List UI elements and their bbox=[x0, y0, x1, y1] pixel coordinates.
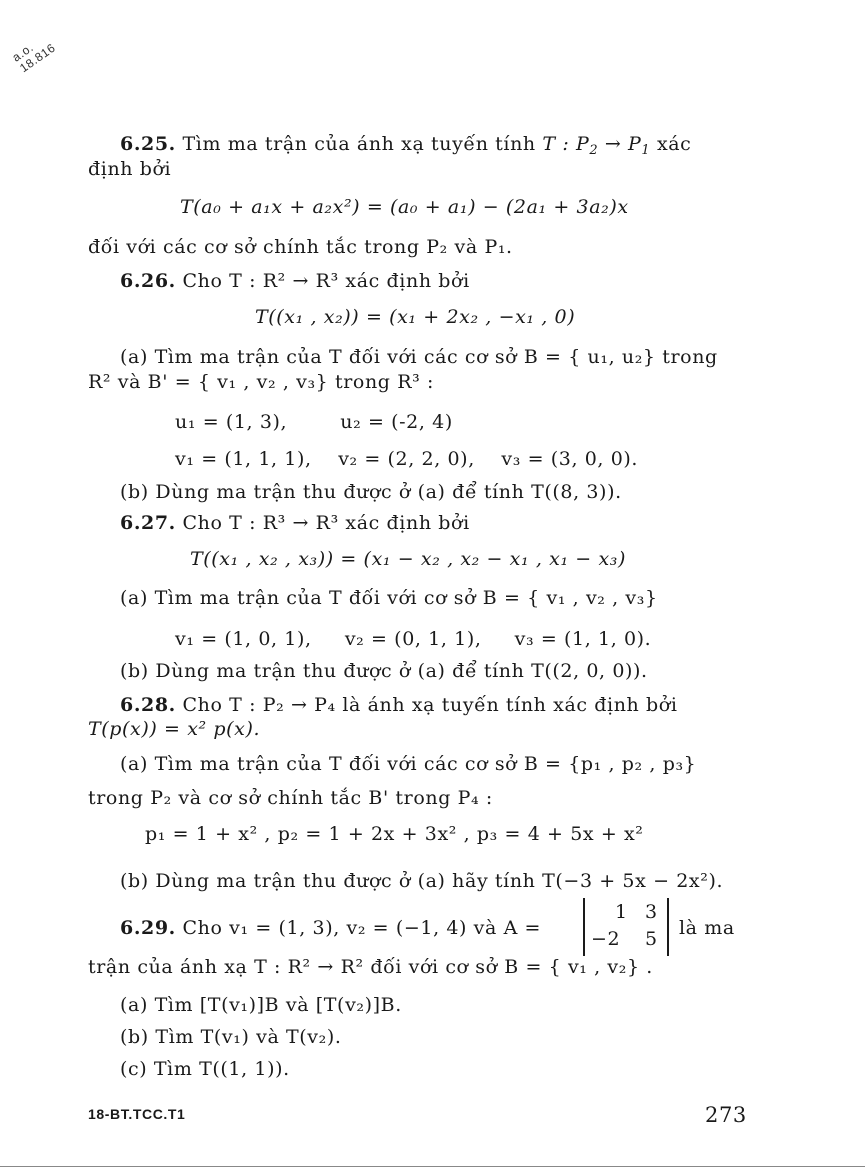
ex627-line1 bbox=[120, 512, 470, 534]
corner-stamp: a.o. 18.816 bbox=[9, 40, 59, 76]
ex628-p: p₁ = 1 + x² , p₂ = 1 + 2x + 3x² , p₃ = 4 + 5x + x² bbox=[145, 823, 644, 845]
ex627-b: (b) Dùng ma trận thu được ở (a) để tính T((2, 0, 0)). bbox=[120, 660, 648, 682]
ex627-formula: T((x₁ , x₂ , x₃)) = (x₁ − x₂ , x₂ − x₁ , x₁ − x₃) bbox=[190, 548, 627, 570]
matrix-cell: 5 bbox=[645, 928, 658, 950]
ex629-after: là ma bbox=[679, 917, 735, 939]
ex625-line2: định bởi bbox=[88, 158, 172, 180]
ex629-b: (b) Tìm T(v₁) và T(v₂). bbox=[120, 1026, 342, 1048]
ex628-number: 6.28. bbox=[120, 694, 176, 716]
bottom-rule bbox=[0, 1166, 865, 1167]
matrix-cell: 1 bbox=[615, 901, 628, 923]
ex626-v: v₁ = (1, 1, 1), v₂ = (2, 2, 0), v₃ = (3, 0, 0). bbox=[175, 448, 639, 470]
ex625-number: 6.25. bbox=[120, 133, 176, 155]
ex627-number: 6.27. bbox=[120, 512, 176, 534]
ex628-a2: trong P₂ và cơ sở chính tắc B' trong P₄ : bbox=[88, 787, 493, 809]
ex629-a: (a) Tìm [T(v₁)]B và [T(v₂)]B. bbox=[120, 994, 402, 1016]
matrix-a bbox=[583, 898, 669, 956]
ex629-intro: Cho v₁ = (1, 3), v₂ = (−1, 4) và A = bbox=[175, 917, 542, 939]
ex628-a1: (a) Tìm ma trận của T đối với các cơ sở B = {p₁ , p₂ , p₃} bbox=[120, 753, 697, 775]
ex629-line2: trận của ánh xạ T : R² → R² đối với cơ sở B = { v₁ , v₂} . bbox=[88, 956, 653, 978]
ex626-a2: R² và B' = { v₁ , v₂ , v₃} trong R³ : bbox=[88, 371, 434, 393]
ex628-line1 bbox=[120, 694, 678, 716]
ex625-text-end: xác bbox=[656, 133, 692, 155]
ex627-intro: Cho T : R³ → R³ xác định bởi bbox=[175, 512, 470, 534]
ex629-c: (c) Tìm T((1, 1)). bbox=[120, 1058, 290, 1080]
ex628-line2: T(p(x)) = x² p(x). bbox=[88, 718, 261, 740]
ex627-v: v₁ = (1, 0, 1), v₂ = (0, 1, 1), v₃ = (1, 1, 0). bbox=[175, 628, 652, 650]
ex626-u: u₁ = (1, 3), u₂ = (-2, 4) bbox=[175, 411, 453, 433]
book-code: 18-BT.TCC.T1 bbox=[88, 1106, 186, 1122]
ex626-a1: (a) Tìm ma trận của T đối với các cơ sở B = { u₁, u₂} trong bbox=[120, 346, 718, 368]
page-number: 273 bbox=[705, 1103, 747, 1127]
ex627-a: (a) Tìm ma trận của T đối với cơ sở B = { v₁ , v₂ , v₃} bbox=[120, 587, 658, 609]
matrix-cell: −2 bbox=[591, 928, 621, 950]
ex626-line1 bbox=[120, 270, 470, 292]
ex626-b: (b) Dùng ma trận thu được ở (a) để tính T((8, 3)). bbox=[120, 481, 622, 503]
matrix-cell: 3 bbox=[645, 901, 658, 923]
ex625-line3: đối với các cơ sở chính tắc trong P₂ và P₁. bbox=[88, 236, 513, 258]
ex626-number: 6.26. bbox=[120, 270, 176, 292]
ex625-text: Tìm ma trận của ánh xạ tuyến tính bbox=[175, 133, 543, 155]
ex625-formula: T(a₀ + a₁x + a₂x²) = (a₀ + a₁) − (2a₁ + 3a₂)x bbox=[180, 196, 629, 218]
ex625-line1: 6.25. Tìm ma trận của ánh xạ tuyến tính T : $P_2 \to P_1$ xác bbox=[120, 133, 692, 158]
ex626-intro: Cho T : R² → R³ xác định bởi bbox=[175, 270, 470, 292]
ex626-formula: T((x₁ , x₂)) = (x₁ + 2x₂ , −x₁ , 0) bbox=[255, 306, 576, 328]
ex628-b: (b) Dùng ma trận thu được ở (a) hãy tính T(−3 + 5x − 2x²). bbox=[120, 870, 724, 892]
ex628-intro: Cho T : P₂ → P₄ là ánh xạ tuyến tính xác định bởi bbox=[175, 694, 678, 716]
ex629-number: 6.29. bbox=[120, 917, 176, 939]
ex629-line1 bbox=[120, 917, 541, 939]
